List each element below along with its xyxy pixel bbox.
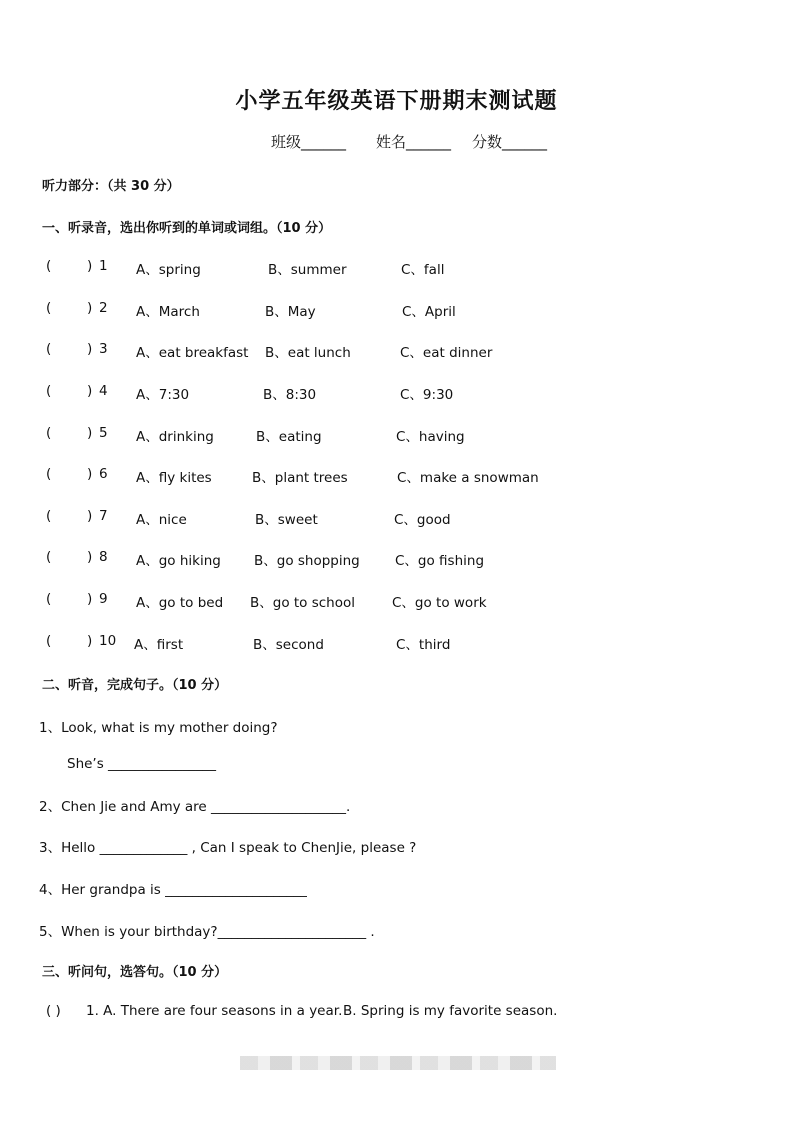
answer-paren-close: ) <box>87 341 93 357</box>
option-b: B、May <box>265 304 316 320</box>
option-b: B、8:30 <box>263 387 317 403</box>
option-c: C、good <box>394 512 451 528</box>
answer-paren-open: ( <box>46 383 52 399</box>
option-a: A、first <box>134 637 184 653</box>
section3-header: 三、听问句，选答句。（10 分） <box>42 965 228 980</box>
fill-line-1: 1、Look, what is my mother doing? <box>39 720 278 736</box>
s3-q1-paren: ( ) <box>46 1003 61 1019</box>
answer-paren-close: ) <box>87 300 93 316</box>
answer-paren-open: ( <box>46 508 52 524</box>
score-label: 分数______ <box>472 133 548 151</box>
option-b: B、go to school <box>250 595 356 611</box>
question-number: 7 <box>99 508 108 524</box>
answer-paren-open: ( <box>46 466 52 482</box>
answer-paren-open: ( <box>46 425 52 441</box>
question-number: 1 <box>99 258 108 274</box>
answer-paren-close: ) <box>87 383 93 399</box>
option-a: A、spring <box>136 262 201 278</box>
question-number: 4 <box>99 383 108 399</box>
option-a: A、go hiking <box>136 553 221 569</box>
option-b: B、go shopping <box>254 553 360 569</box>
option-a: A、go to bed <box>136 595 224 611</box>
option-b: B、sweet <box>255 512 318 528</box>
question-number: 10 <box>99 633 117 649</box>
answer-paren-close: ) <box>87 425 93 441</box>
answer-paren-close: ) <box>87 591 93 607</box>
option-a: A、eat breakfast <box>136 345 249 361</box>
s3-q1-option-b: B. Spring is my favorite season. <box>343 1003 558 1019</box>
section1-header: 一、听录音，选出你听到的单词或词组。（10 分） <box>42 221 332 236</box>
question-number: 3 <box>99 341 108 357</box>
option-a: A、7:30 <box>136 387 190 403</box>
answer-paren-open: ( <box>46 300 52 316</box>
class-label: 班级______ <box>271 133 347 151</box>
answer-paren-close: ) <box>87 258 93 274</box>
question-number: 2 <box>99 300 108 316</box>
fill-line-2: 2、Chen Jie and Amy are ____________________. <box>39 799 351 815</box>
option-b: B、second <box>253 637 324 653</box>
answer-paren-open: ( <box>46 341 52 357</box>
fill-line-4: 4、Her grandpa is _____________________ <box>39 882 307 898</box>
option-a: A、nice <box>136 512 187 528</box>
question-number: 9 <box>99 591 108 607</box>
answer-paren-close: ) <box>87 549 93 565</box>
option-c: C、third <box>396 637 451 653</box>
option-b: B、eat lunch <box>265 345 351 361</box>
option-c: C、eat dinner <box>400 345 493 361</box>
question-number: 8 <box>99 549 108 565</box>
option-c: C、go to work <box>392 595 487 611</box>
option-c: C、make a snowman <box>397 470 539 486</box>
option-a: A、fly kites <box>136 470 212 486</box>
option-a: A、drinking <box>136 429 214 445</box>
s3-q1-option-a: 1. A. There are four seasons in a year. <box>86 1003 343 1019</box>
fill-line-1-answer: She’s ________________ <box>67 756 217 772</box>
answer-paren-close: ) <box>87 633 93 649</box>
section2-header: 二、听音，完成句子。（10 分） <box>42 678 228 693</box>
answer-paren-open: ( <box>46 633 52 649</box>
option-a: A、March <box>136 304 200 320</box>
watermark-strip <box>240 1056 556 1070</box>
option-c: C、April <box>402 304 456 320</box>
option-b: B、eating <box>256 429 322 445</box>
answer-paren-open: ( <box>46 258 52 274</box>
option-b: B、plant trees <box>252 470 348 486</box>
answer-paren-open: ( <box>46 591 52 607</box>
option-c: C、fall <box>401 262 445 278</box>
option-c: C、having <box>396 429 465 445</box>
answer-paren-close: ) <box>87 466 93 482</box>
fill-line-3: 3、Hello _____________ , Can I speak to ChenJie, please ? <box>39 840 417 856</box>
fill-line-5: 5、When is your birthday?______________________ . <box>39 924 375 940</box>
listening-header: 听力部分：（共 30 分） <box>42 179 180 194</box>
answer-paren-open: ( <box>46 549 52 565</box>
page-title: 小学五年级英语下册期末测试题 <box>235 89 558 114</box>
question-number: 5 <box>99 425 108 441</box>
option-c: C、9:30 <box>400 387 454 403</box>
answer-paren-close: ) <box>87 508 93 524</box>
name-label: 姓名______ <box>376 133 452 151</box>
option-c: C、go fishing <box>395 553 485 569</box>
question-number: 6 <box>99 466 108 482</box>
option-b: B、summer <box>268 262 347 278</box>
